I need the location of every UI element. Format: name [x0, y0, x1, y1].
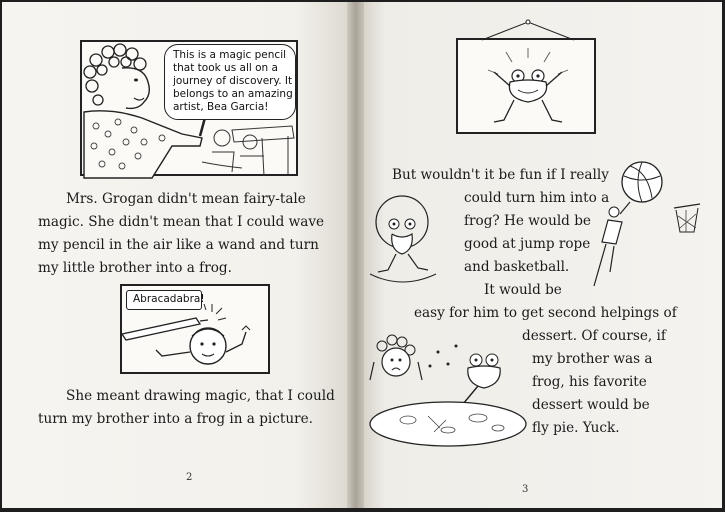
- left-page: [2, 2, 347, 508]
- paragraph-line: magic. She didn't mean that I could wave: [38, 214, 325, 230]
- page-number: 2: [186, 472, 193, 483]
- paragraph-line: But wouldn't it be fun if I really: [392, 167, 609, 183]
- paragraph-line: my brother was a: [532, 351, 653, 367]
- paragraph-line: frog, his favorite: [532, 374, 647, 390]
- paragraph-line: dessert would be: [532, 397, 650, 413]
- paragraph-line: and basketball.: [464, 259, 570, 275]
- bubble-line: belongs to an amazing: [173, 88, 293, 100]
- bubble-line: that took us all on a: [173, 62, 278, 74]
- book-gutter: [347, 2, 364, 508]
- right-page: [364, 2, 722, 508]
- paragraph-line: Mrs. Grogan didn't mean fairy-tale: [66, 191, 306, 207]
- jump-rope-frog-drawing: [366, 194, 446, 284]
- paragraph-line: could turn him into a: [464, 190, 610, 206]
- frog-drawing: [458, 40, 598, 136]
- paragraph-line: It would be: [484, 282, 562, 298]
- paragraph-line: good at jump rope: [464, 236, 591, 252]
- paragraph-line: turn my brother into a frog in a picture.: [38, 411, 313, 427]
- bubble-line: This is a magic pencil: [173, 49, 287, 61]
- fly-pie-drawing: [368, 332, 518, 442]
- paragraph-line: my pencil in the air like a wand and turn: [38, 237, 319, 253]
- paragraph-line: my little brother into a frog.: [38, 260, 232, 276]
- page-number: 3: [522, 484, 529, 495]
- paragraph-line: frog? He would be: [464, 213, 591, 229]
- paragraph-line: dessert. Of course, if: [522, 328, 666, 344]
- abracadabra-sign: Abracadabra!: [126, 290, 202, 310]
- speech-bubble: [164, 44, 296, 120]
- bubble-line: journey of discovery. It: [173, 75, 293, 87]
- paragraph-line: easy for him to get second helpings of: [414, 305, 677, 321]
- framed-frog-picture: [456, 38, 596, 134]
- teacher-illustration-panel: [80, 40, 298, 176]
- paragraph-line: She meant drawing magic, that I could: [66, 388, 335, 404]
- paragraph-line: fly pie. Yuck.: [532, 420, 620, 436]
- abracadabra-panel: [120, 284, 270, 374]
- bubble-line: artist, Bea Garcia!: [173, 101, 269, 113]
